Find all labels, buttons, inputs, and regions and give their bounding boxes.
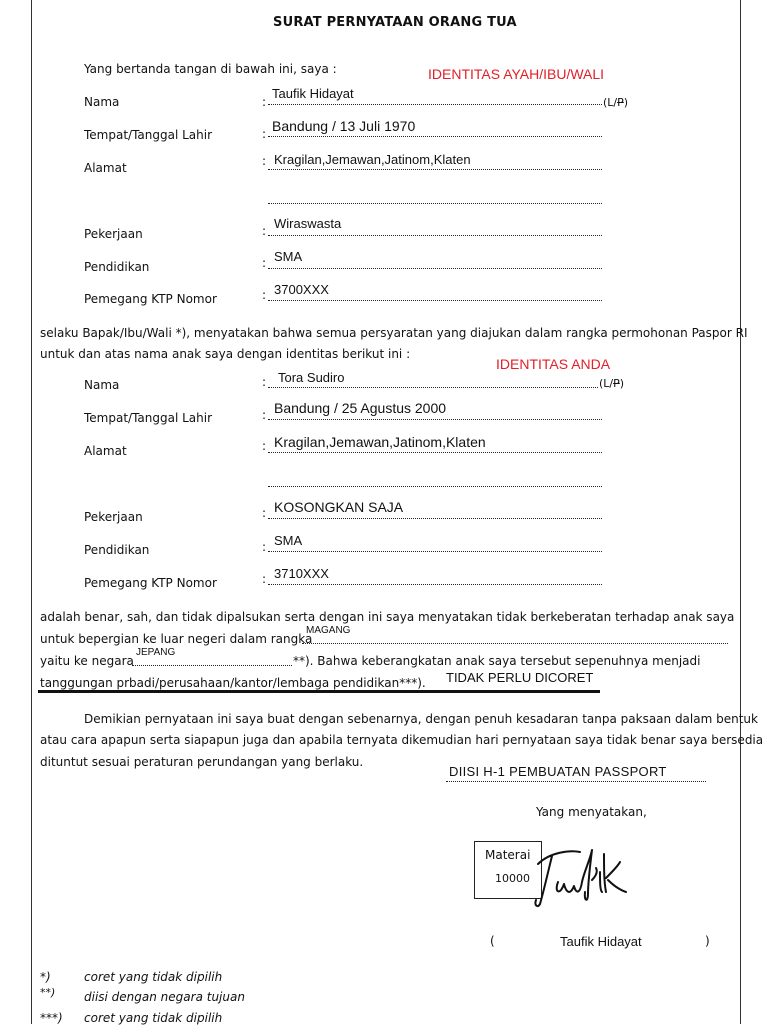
page-left-border <box>31 0 32 1024</box>
footnote-text: diisi dengan negara tujuan <box>84 990 245 1004</box>
colon: : <box>262 375 267 389</box>
purpose-value[interactable]: MAGANG <box>306 625 351 636</box>
footnote-mark: **) <box>40 986 56 999</box>
paragraph3-line1: Demikian pernyataan ini saya buat dengan sebenarnya, dengan penuh kesadaran tanpa paksaan dalam bentuk <box>84 712 758 726</box>
colon: : <box>262 127 267 141</box>
parent-ttl-value[interactable]: Bandung / 13 Juli 1970 <box>272 118 416 134</box>
paragraph3-line2: atau cara apapun serta siapapun juga dan apabila ternyata dikemudian hari pernyataan saya tidak benar saya bersedia <box>40 733 764 747</box>
paragraph1-line1: selaku Bapak/Ibu/Wali *), menyatakan bahwa semua persyaratan yang diajukan dalam rangka permohonan Paspor RI <box>40 326 748 340</box>
fill-line <box>302 643 728 644</box>
note-not-crossed: TIDAK PERLU DICORET <box>446 670 594 685</box>
fill-line <box>268 452 602 453</box>
colon: : <box>262 439 267 453</box>
signer-name[interactable]: Taufik Hidayat <box>560 934 642 949</box>
child-name-value[interactable]: Tora Sudiro <box>278 370 345 385</box>
page-right-border <box>740 0 741 1024</box>
underline-marker <box>38 690 600 693</box>
yang-menyatakan: Yang menyatakan, <box>536 805 647 819</box>
child-pendidikan-value[interactable]: SMA <box>274 533 303 548</box>
parent-alamat-value[interactable]: Kragilan,Jemawan,Jatinom,Klaten <box>274 152 471 167</box>
label-pendidikan: Pendidikan <box>84 543 150 557</box>
paragraph2-line2-prefix: untuk bepergian ke luar negeri dalam rangka <box>40 632 313 646</box>
fill-line <box>268 104 602 105</box>
fill-line <box>268 169 602 170</box>
intro-text: Yang bertanda tangan di bawah ini, saya : <box>84 62 337 76</box>
fill-line <box>268 136 602 137</box>
paragraph3-line3: dituntut sesuai peraturan perundangan yang berlaku. <box>40 755 364 769</box>
label-alamat: Alamat <box>84 161 127 175</box>
colon: : <box>262 288 267 302</box>
label-ttl: Tempat/Tanggal Lahir <box>84 128 213 142</box>
label-nama: Nama <box>84 95 120 109</box>
paragraph2-line4: tanggungan prbadi/perusahaan/kantor/lembaga pendidikan***). <box>40 676 426 690</box>
label-ttl: Tempat/Tanggal Lahir <box>84 411 213 425</box>
child-alamat-value[interactable]: Kragilan,Jemawan,Jatinom,Klaten <box>274 434 486 450</box>
label-ktp: Pemegang KTP Nomor <box>84 576 217 590</box>
date-field-value[interactable]: DIISI H-1 PEMBUATAN PASSPORT <box>449 764 667 779</box>
open-paren: ( <box>490 934 495 948</box>
note-parent-identity: IDENTITAS AYAH/IBU/WALI <box>428 66 605 82</box>
fill-line <box>268 268 602 269</box>
footnote-text: coret yang tidak dipilih <box>84 970 223 984</box>
colon: : <box>262 506 267 520</box>
paragraph2-line3-suffix: **). Bahwa keberangkatan anak saya tersebut sepenuhnya menjadi <box>293 654 701 668</box>
fill-line <box>268 300 602 301</box>
colon: : <box>262 572 267 586</box>
fill-line <box>268 486 602 487</box>
child-pekerjaan-value[interactable]: KOSONGKAN SAJA <box>274 499 404 515</box>
child-ttl-value[interactable]: Bandung / 25 Agustus 2000 <box>274 400 447 416</box>
stamp-value: 10000 <box>495 872 530 885</box>
paragraph1-line2: untuk dan atas nama anak saya dengan identitas berikut ini : <box>40 347 411 361</box>
label-ktp: Pemegang KTP Nomor <box>84 292 217 306</box>
label-alamat: Alamat <box>84 444 127 458</box>
fill-line <box>268 551 602 552</box>
footnote-text: coret yang tidak dipilih <box>84 1011 223 1025</box>
label-pekerjaan: Pekerjaan <box>84 227 143 241</box>
fill-line <box>268 419 602 420</box>
handwritten-signature <box>530 842 630 912</box>
colon: : <box>262 540 267 554</box>
paragraph2-line3-prefix: yaitu ke negara <box>40 654 134 668</box>
label-pekerjaan: Pekerjaan <box>84 510 143 524</box>
gender-choice: (L/P) <box>599 377 625 390</box>
label-pendidikan: Pendidikan <box>84 260 150 274</box>
footnote-mark: *) <box>40 970 51 984</box>
close-paren: ) <box>705 934 710 948</box>
fill-line <box>268 203 602 204</box>
paragraph2-line1: adalah benar, sah, dan tidak dipalsukan serta dengan ini saya menyatakan tidak berkeberatan terhadap anak saya <box>40 610 735 624</box>
fill-line <box>268 235 602 236</box>
parent-name-value[interactable]: Taufik Hidayat <box>272 86 354 101</box>
fill-line <box>268 518 602 519</box>
colon: : <box>262 154 267 168</box>
fill-line <box>268 584 602 585</box>
note-child-identity: IDENTITAS ANDA <box>496 356 611 372</box>
gender-choice: (L/P) <box>603 96 629 109</box>
label-nama: Nama <box>84 378 120 392</box>
child-ktp-value[interactable]: 3710XXX <box>274 566 329 581</box>
colon: : <box>262 408 267 422</box>
parent-ktp-value[interactable]: 3700XXX <box>274 282 329 297</box>
fill-line <box>446 781 706 782</box>
colon: : <box>262 256 267 270</box>
colon: : <box>262 95 267 109</box>
stamp-label: Materai <box>485 848 531 862</box>
footnote-mark: ***) <box>40 1011 63 1025</box>
country-value[interactable]: JEPANG <box>136 647 176 658</box>
parent-pendidikan-value[interactable]: SMA <box>274 249 303 264</box>
fill-line <box>132 665 292 666</box>
parent-pekerjaan-value[interactable]: Wiraswasta <box>274 216 342 231</box>
colon: : <box>262 224 267 238</box>
page-title: SURAT PERNYATAAN ORANG TUA <box>273 15 517 30</box>
fill-line <box>268 387 598 388</box>
